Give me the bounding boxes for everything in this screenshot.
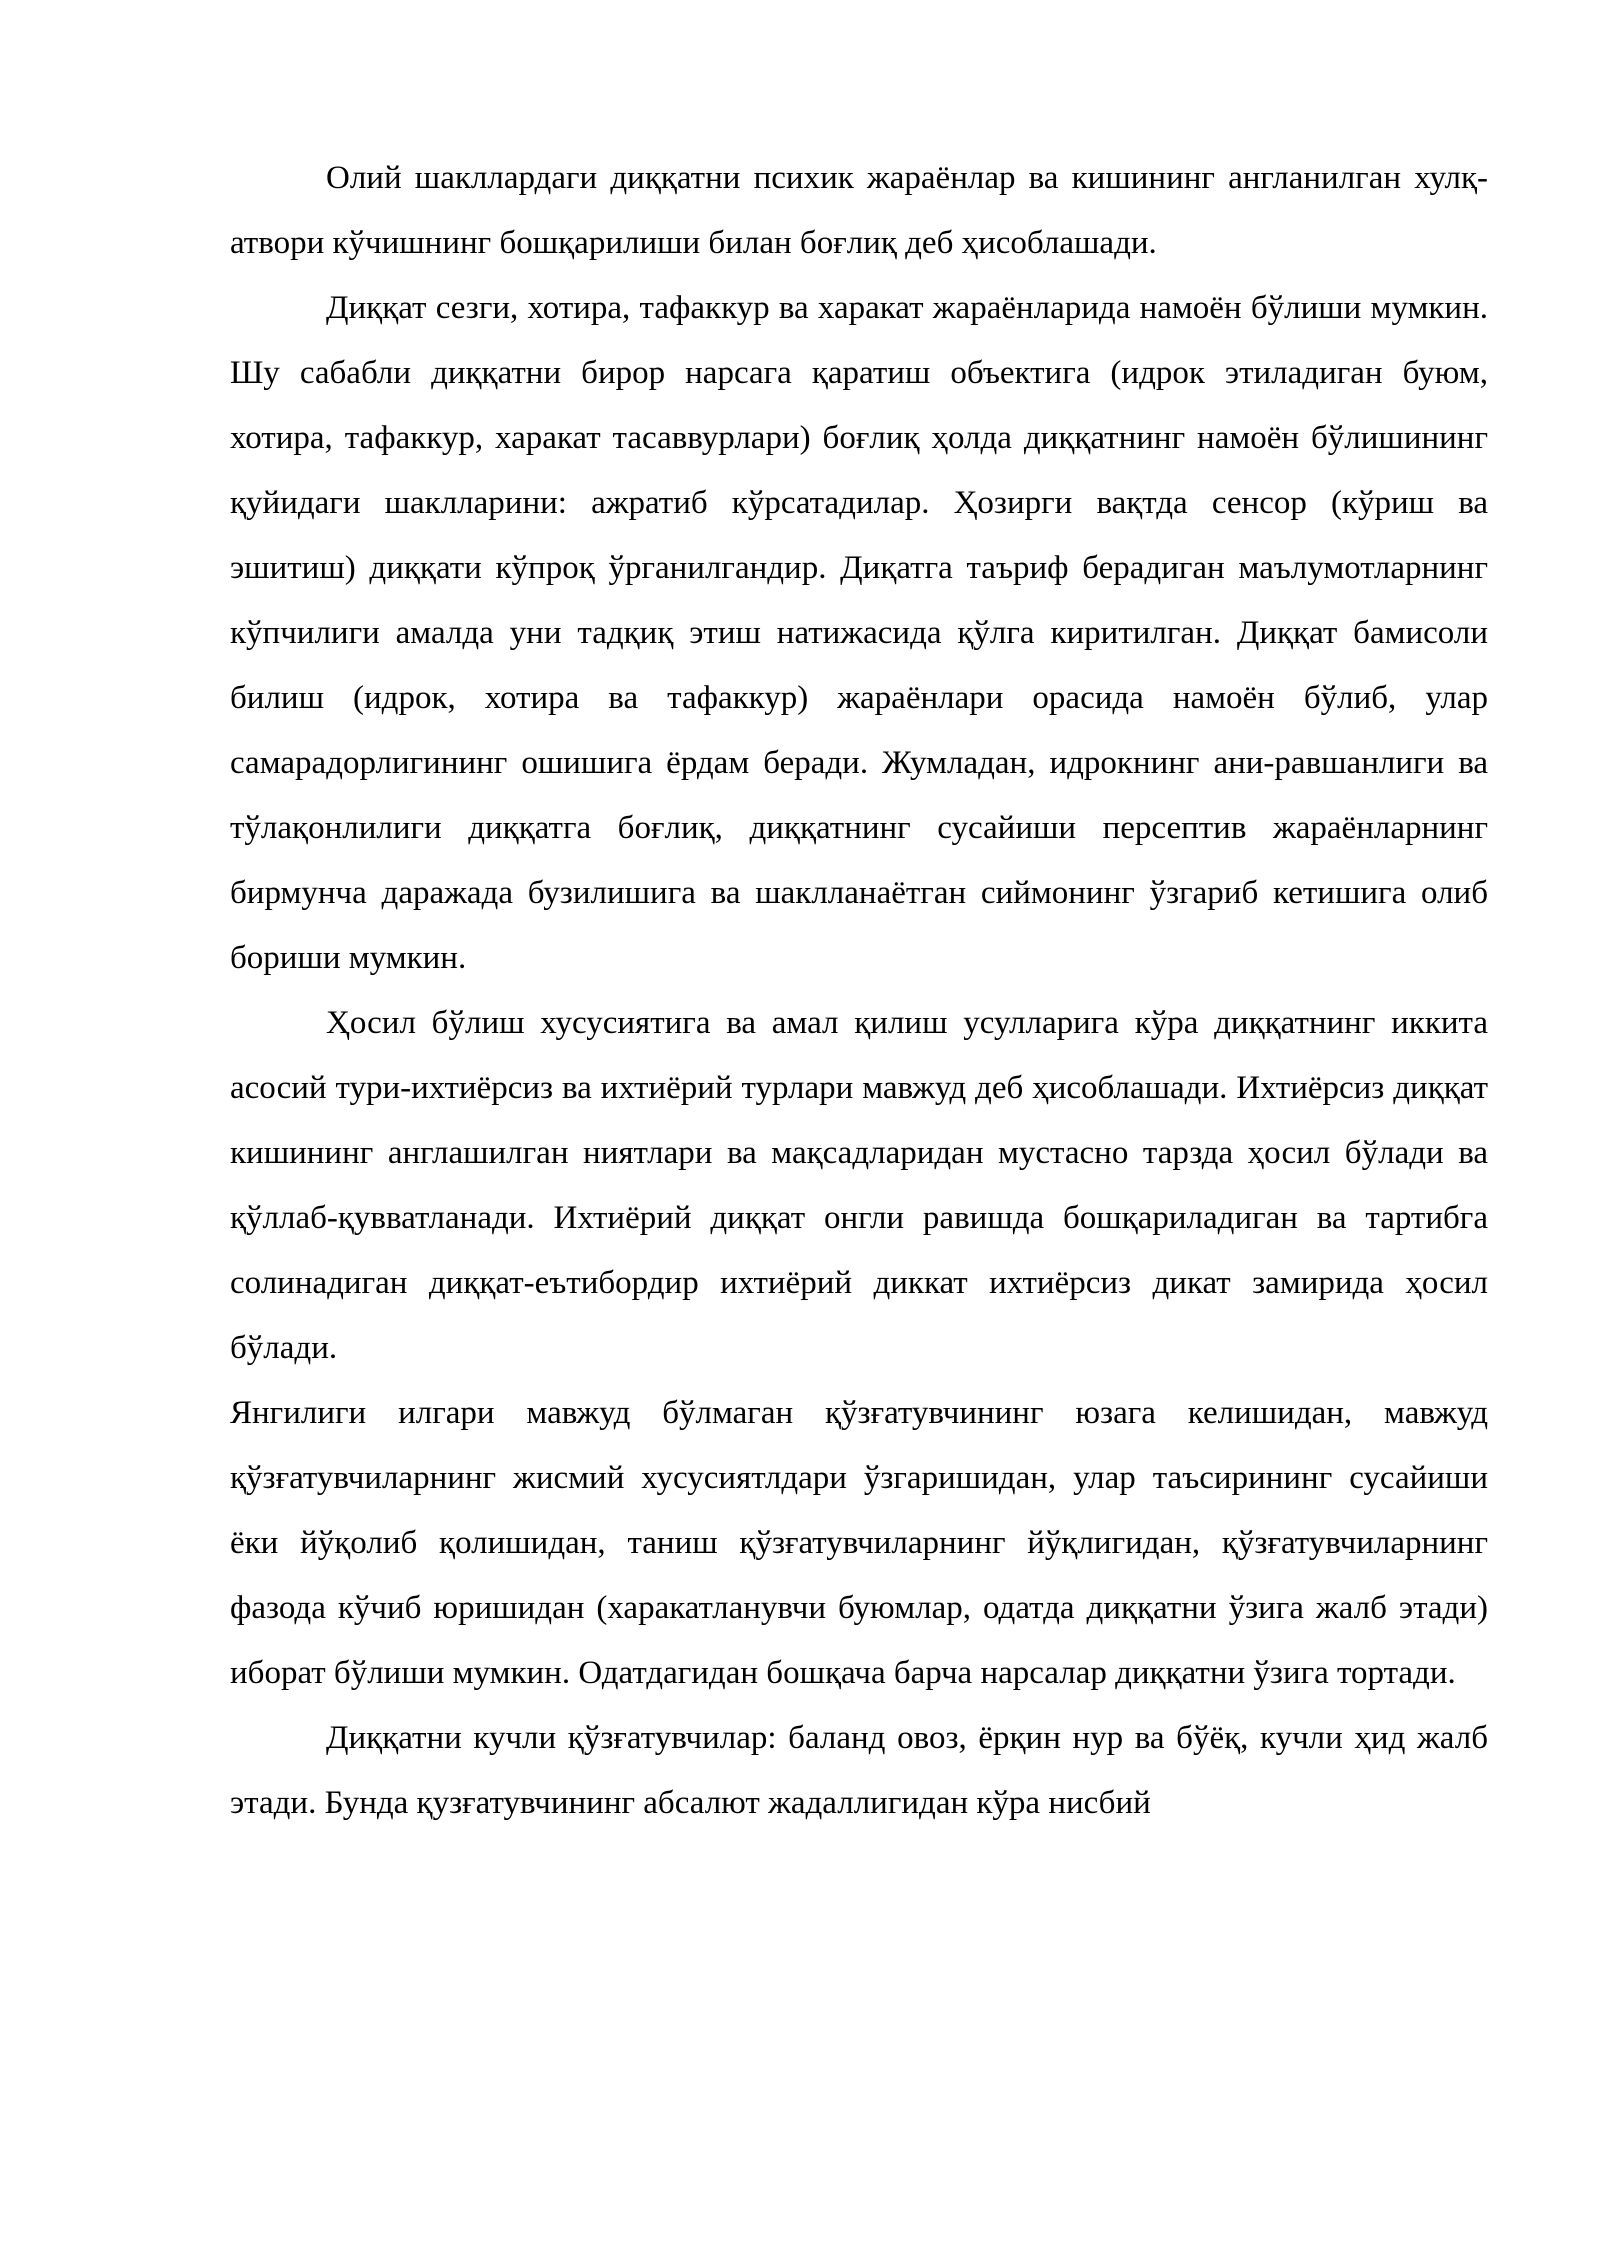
paragraph-2: Диққат сезги, хотира, тафаккур ва харакат жараёнларида намоён бўлиши мумкин. Шу сабабли диққатни бирор нарсага қаратиш объектига (идрок этиладиган буюм, хотира, тафаккур, харакат тасаввурлари) боғлиқ ҳолда диққатнинг намоён бўлишининг қуйидаги шаклларини: ажратиб кўрсатадилар. Ҳозирги вақтда сенсор (кўриш ва эшитиш) диққати кўпроқ ўрганилгандир. Диқатга таъриф берадиган маълумотларнинг кўпчилиги амалда уни тадқиқ этиш натижасида қўлга киритилган. Диққат бамисоли билиш (идрок, хотира ва тафаккур) жараёнлари орасида намоён бўлиб, улар самарадорлигининг ошишига ёрдам беради. Жумладан, идрокнинг ани-равшанлиги ва тўлақонлилиги диққатга боғлиқ, диққатнинг сусайиши персептив жараёнларнинг бирмунча даражада бузилишига ва шаклланаётган сиймонинг ўзгариб кетишига олиб бориши мумкин. (230, 290, 1488, 976)
paragraph-4: Янгилиги илгари мавжуд бўлмаган қўзғатувчининг юзага келишидан, мавжуд қўзғатувчиларнинг жисмий хусусиятлдари ўзгаришидан, улар таъсирининг сусайиши ёки йўқолиб қолишидан, таниш қўзғатувчиларнинг йўқлигидан, қўзғатувчиларнинг фазода кўчиб юришидан (харакатланувчи буюмлар, одатда диққатни ўзига жалб этади) иборат бўлиши мумкин. Одатдагидан бошқача барча нарсалар диққатни ўзига тортади. (230, 1395, 1488, 1691)
document-body (230, 146, 1488, 1836)
paragraph-5: Диққатни кучли қўзғатувчилар: баланд овоз, ёрқин нур ва бўёқ, кучли ҳид жалб этади. Бунда қузғатувчининг абсалют жадаллигидан кўра нисбий (230, 1720, 1488, 1821)
paragraph-3: Ҳосил бўлиш хусусиятига ва амал қилиш усулларига кўра диққатнинг иккита асосий тури-ихтиёрсиз ва ихтиёрий турлари мавжуд деб ҳисоблашади. Ихтиёрсиз диққат кишининг англашилган ниятлари ва мақсадларидан мустасно тарзда ҳосил бўлади ва қўллаб-қувватланади. Ихтиёрий диққат онгли равишда бошқариладиган ва тартибга солинадиган диққат-еътибордир ихтиёрий диккат ихтиёрсиз дикат замирида ҳосил бўлади. (230, 1005, 1488, 1366)
paragraph-1: Олий шакллардаги диққатни психик жараёнлар ва кишининг англанилган хулқ-атвори кўчишнинг бошқарилиши билан боғлиқ деб ҳисоблашади. (230, 160, 1488, 261)
